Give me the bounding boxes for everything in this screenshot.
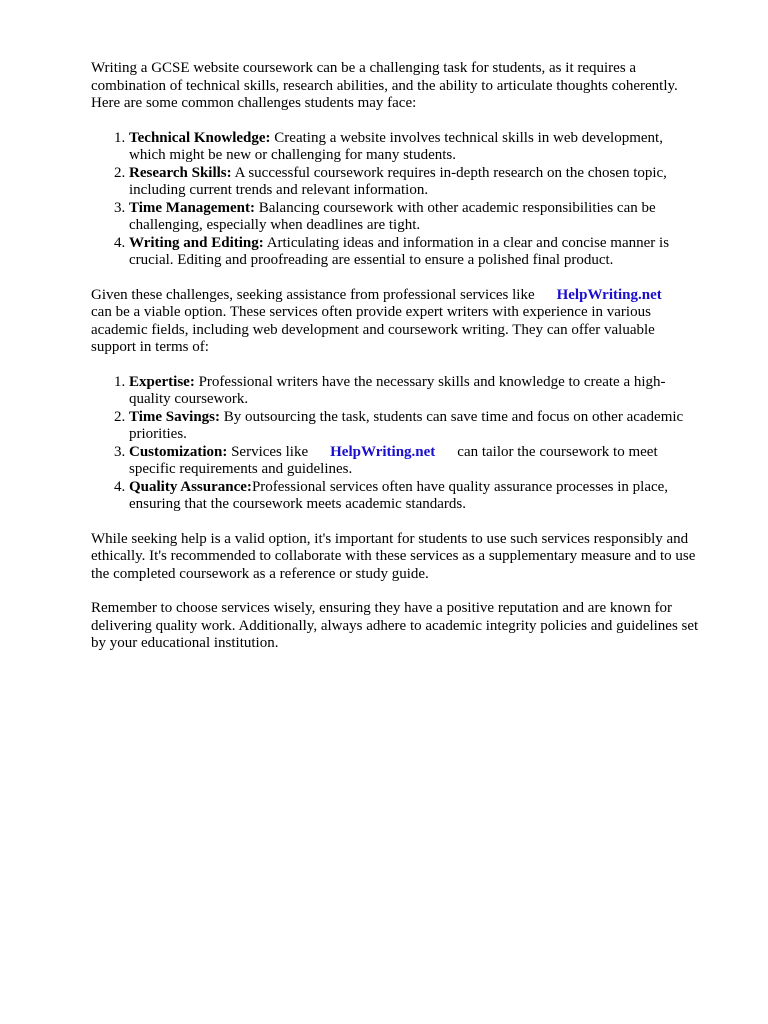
list-item [129, 409, 703, 444]
list-item [129, 130, 703, 165]
list-item-text: A successful coursework requires in-depth research on the chosen topic, including current trends and relevant information. [129, 164, 667, 198]
list-item-term: Time Savings: [129, 408, 220, 425]
given-text-after: can be a viable option. These services often provide expert writers with experience in various academic fields, including web development and coursework writing. They can offer valuable support in terms of: [91, 304, 655, 355]
list-item-term: Expertise: [129, 373, 195, 390]
benefits-list [91, 374, 703, 514]
list-item-text: Services like [227, 443, 309, 460]
challenges-list [91, 130, 703, 270]
list-item-text: Articulating ideas and information in a clear and concise manner is crucial. Editing and proofreading are essential to ensure a polished final product. [129, 234, 670, 268]
list-item [129, 200, 703, 235]
list-item-term: Customization: [129, 443, 228, 460]
list-item-term: Writing and Editing: [129, 234, 264, 251]
list-item [129, 235, 703, 270]
list-item-text: Professional services often have quality assurance processes in place, ensuring that the coursework meets academic standards. [129, 478, 669, 512]
given-paragraph [91, 287, 703, 357]
list-item-text: can tailor the coursework to meet specific requirements and guidelines. [129, 443, 658, 477]
list-item [129, 165, 703, 200]
list-item-term: Technical Knowledge: [129, 129, 271, 146]
responsible-paragraph: While seeking help is a valid option, it's important for students to use such services responsibly and ethically. It's recommended to collaborate with these services as a supplementary measure and to use the completed coursework as a reference or study guide. [91, 530, 696, 582]
list-item-term: Research Skills: [129, 164, 232, 181]
list-item-text: Professional writers have the necessary skills and knowledge to create a high-quality coursework. [129, 373, 666, 407]
document-page [91, 60, 703, 670]
helpwriting-link[interactable]: HelpWriting.net [330, 443, 436, 460]
list-item [129, 374, 703, 409]
remember-paragraph: Remember to choose services wisely, ensuring they have a positive reputation and are known for delivering quality work. Additionally, always adhere to academic integrity policies and guidelines set by your educational institution. [91, 600, 699, 651]
list-item-term: Time Management: [129, 199, 255, 216]
list-item-text: By outsourcing the task, students can save time and focus on other academic priorities. [129, 408, 684, 442]
list-item-term: Quality Assurance: [129, 478, 252, 495]
list-item-text: Balancing coursework with other academic responsibilities can be challenging, especially when deadlines are tight. [129, 199, 656, 233]
helpwriting-link[interactable]: HelpWriting.net [556, 286, 662, 303]
list-item-text: Creating a website involves technical skills in web development, which might be new or challenging for many students. [129, 129, 663, 163]
intro-paragraph: Writing a GCSE website coursework can be a challenging task for students, as it requires a combination of technical skills, research abilities, and the ability to articulate thoughts coherently. Here are some common challenges students may face: [91, 60, 678, 111]
list-item [129, 444, 703, 479]
given-text-before: Given these challenges, seeking assistance from professional services like [91, 286, 535, 303]
list-item [129, 479, 703, 514]
